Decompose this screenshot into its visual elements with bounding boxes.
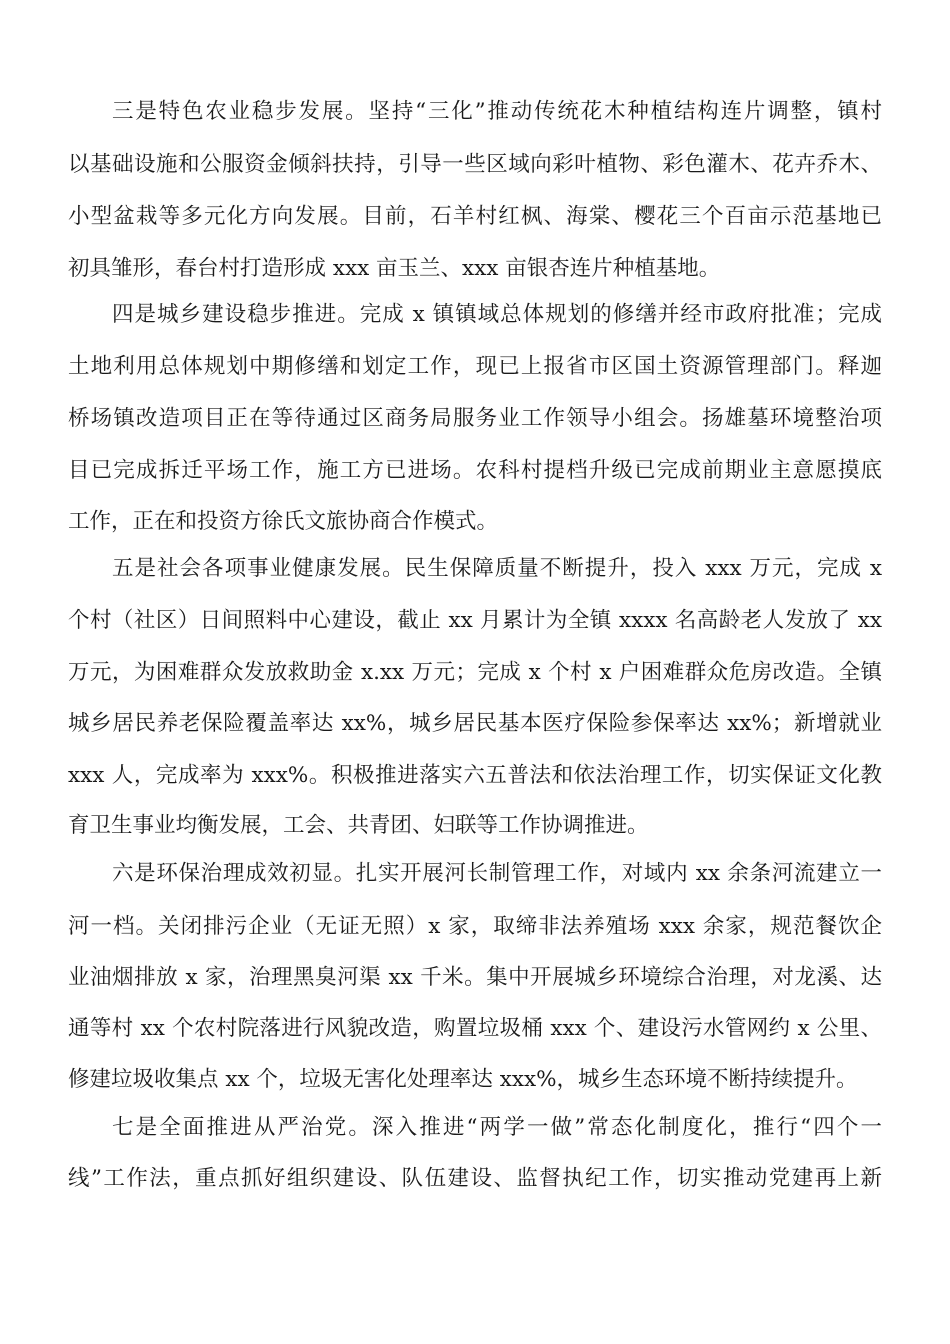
paragraph-5-line-3: 万元，为困难群众发放救助金 x.xx 万元；完成 x 个村 x 户困难群众危房改造。全镇 <box>68 660 882 685</box>
paragraph-4-line-2: 土地利用总体规划中期修缮和划定工作，现已上报省市区国土资源管理部门。释迦 <box>68 354 882 379</box>
paragraph-4-line-1: 四是城乡建设稳步推进。完成 x 镇镇域总体规划的修缮并经市政府批准；完成 <box>112 302 882 327</box>
paragraph-5-line-4: 城乡居民养老保险覆盖率达 xx%，城乡居民基本医疗保险参保率达 xx%；新增就业 <box>68 711 882 736</box>
paragraph-3-line-4: 初具雏形，春台村打造形成 xxx 亩玉兰、xxx 亩银杏连片种植基地。 <box>68 256 721 281</box>
paragraph-4-line-4: 目已完成拆迁平场工作，施工方已进场。农科村提档升级已完成前期业主意愿摸底 <box>68 458 882 483</box>
paragraph-3-line-3: 小型盆栽等多元化方向发展。目前，石羊村红枫、海棠、樱花三个百亩示范基地已 <box>68 204 882 229</box>
paragraph-6-line-2: 河一档。关闭排污企业（无证无照）x 家，取缔非法养殖场 xxx 余家，规范餐饮企 <box>68 914 882 939</box>
paragraph-5-line-2: 个村（社区）日间照料中心建设，截止 xx 月累计为全镇 xxxx 名高龄老人发放了 xx <box>68 608 882 633</box>
paragraph-3-line-2: 以基础设施和公服资金倾斜扶持，引导一些区域向彩叶植物、彩色灌木、花卉乔木、 <box>68 152 882 177</box>
paragraph-6-line-3: 业油烟排放 x 家，治理黑臭河渠 xx 千米。集中开展城乡环境综合治理，对龙溪、达 <box>68 965 882 990</box>
paragraph-6-line-1: 六是环保治理成效初显。扎实开展河长制管理工作，对域内 xx 余条河流建立一 <box>112 861 882 886</box>
paragraph-4-line-3: 桥场镇改造项目正在等待通过区商务局服务业工作领导小组会。扬雄墓环境整治项 <box>68 406 882 431</box>
paragraph-6-line-5: 修建垃圾收集点 xx 个，垃圾无害化处理率达 xxx%，城乡生态环境不断持续提升。 <box>68 1067 858 1092</box>
paragraph-7-line-1: 七是全面推进从严治党。深入推进“两学一做”常态化制度化，推行“四个一 <box>112 1115 882 1140</box>
paragraph-3-line-1: 三是特色农业稳步发展。坚持“三化”推动传统花木种植结构连片调整，镇村 <box>112 99 882 124</box>
paragraph-7-line-2: 线”工作法，重点抓好组织建设、队伍建设、监督执纪工作，切实推动党建再上新 <box>68 1166 882 1191</box>
paragraph-5-line-5: xxx 人，完成率为 xxx%。积极推进落实六五普法和依法治理工作，切实保证文化教 <box>68 763 882 788</box>
paragraph-5-line-1: 五是社会各项事业健康发展。民生保障质量不断提升，投入 xxx 万元，完成 x <box>112 556 882 581</box>
paragraph-5-line-6: 育卫生事业均衡发展，工会、共青团、妇联等工作协调推进。 <box>68 813 649 838</box>
paragraph-4-line-5: 工作，正在和投资方徐氏文旅协商合作模式。 <box>68 509 499 534</box>
paragraph-6-line-4: 通等村 xx 个农村院落进行风貌改造，购置垃圾桶 xxx 个、建设污水管网约 x 公里、 <box>68 1016 882 1041</box>
